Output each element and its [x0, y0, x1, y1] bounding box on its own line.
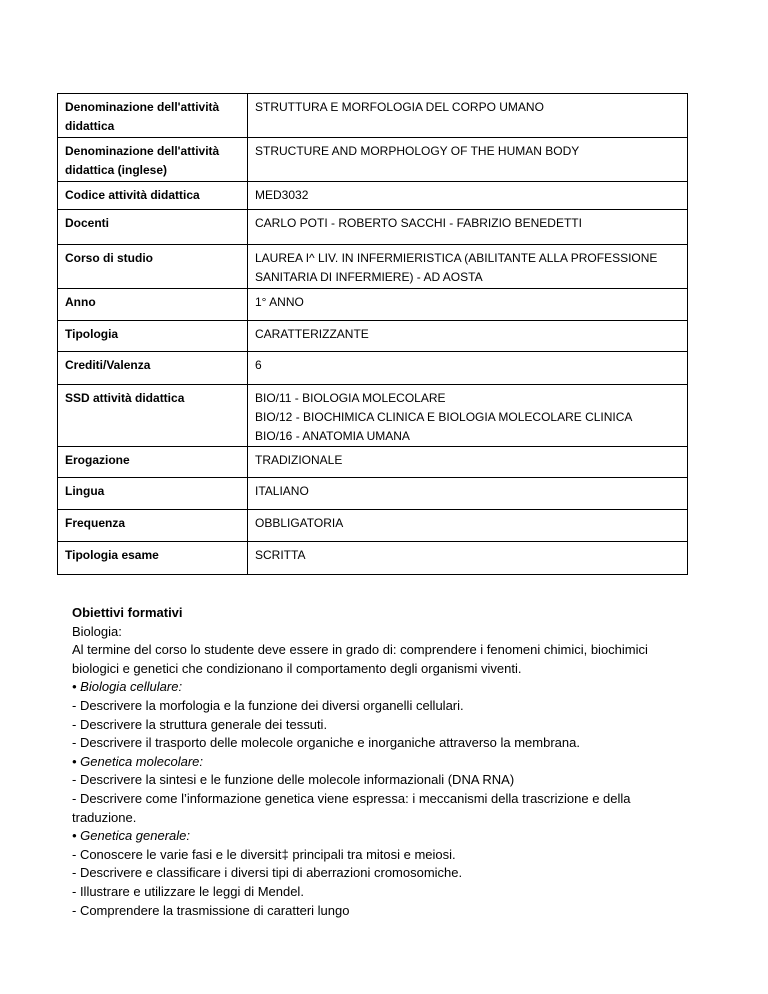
field-label: Tipologia [58, 321, 248, 352]
objectives-line: biologici e genetici che condizionano il comportamento degli organismi viventi. [72, 660, 522, 676]
objectives-line: - Descrivere il trasporto delle molecole organiche e inorganiche attraverso la membrana. [72, 735, 580, 751]
field-label: Lingua [58, 478, 248, 510]
field-value [248, 385, 688, 447]
field-value [248, 210, 688, 245]
field-label: Denominazione dell'attività didattica [58, 94, 248, 138]
field-label: Denominazione dell'attività didattica (inglese) [58, 138, 248, 182]
objectives-line: - Descrivere la sintesi e le funzione delle molecole informazionali (DNA RNA) [72, 772, 515, 788]
field-label: Crediti/Valenza [58, 352, 248, 385]
field-label: Frequenza [58, 510, 248, 542]
objectives-line: - Comprendere la trasmissione di caratteri lungo [72, 902, 350, 918]
table-row [58, 447, 688, 478]
table-row [58, 510, 688, 542]
field-label: Anno [58, 289, 248, 321]
objectives-line: - Descrivere e classificare i diversi tipi di aberrazioni cromosomiche. [72, 865, 463, 881]
field-value-line: BIO/11 - BIOLOGIA MOLECOLARE [255, 391, 446, 405]
field-value [248, 245, 688, 289]
field-label: SSD attività didattica [58, 385, 248, 447]
objectives-subheading: • Biologia cellulare: [72, 679, 183, 695]
table-row [58, 385, 688, 447]
field-value [248, 510, 688, 542]
objectives-line: - Descrivere la struttura generale dei tessuti. [72, 716, 328, 732]
objectives-line: Biologia: [72, 623, 122, 639]
table-row [58, 542, 688, 575]
objectives-subheading: • Genetica generale: [72, 828, 191, 844]
table-row [58, 289, 688, 321]
field-value [248, 447, 688, 478]
field-value-line: MED3032 [255, 188, 309, 202]
objectives-line: traduzione. [72, 809, 137, 825]
field-value [248, 478, 688, 510]
field-value-line: ITALIANO [255, 484, 309, 498]
objectives-line: - Descrivere come l’informazione genetica viene espressa: i meccanismi della trascrizione e della [72, 790, 631, 806]
field-value-line: CARATTERIZZANTE [255, 327, 369, 341]
field-value-line: STRUCTURE AND MORPHOLOGY OF THE HUMAN BODY [255, 144, 580, 158]
field-label: Tipologia esame [58, 542, 248, 575]
field-value [248, 321, 688, 352]
learning-objectives [72, 604, 712, 920]
field-value [248, 352, 688, 385]
table-row [58, 182, 688, 210]
field-value-line: LAUREA I^ LIV. IN INFERMIERISTICA (ABILITANTE ALLA PROFESSIONE [255, 251, 658, 265]
field-label: Corso di studio [58, 245, 248, 289]
field-value [248, 289, 688, 321]
field-value-line: BIO/12 - BIOCHIMICA CLINICA E BIOLOGIA MOLECOLARE CLINICA [255, 410, 633, 424]
field-value [248, 94, 688, 138]
field-value-line: SANITARIA DI INFERMIERE) - AD AOSTA [255, 270, 483, 284]
table-row [58, 245, 688, 289]
table-row [58, 352, 688, 385]
field-value-line: 6 [255, 358, 262, 372]
course-info-table [57, 93, 688, 575]
field-value-line: STRUTTURA E MORFOLOGIA DEL CORPO UMANO [255, 100, 544, 114]
field-value-line: TRADIZIONALE [255, 453, 343, 467]
objectives-subheading: • Genetica molecolare: [72, 753, 204, 769]
field-value-line: OBBLIGATORIA [255, 516, 344, 530]
objectives-heading: Obiettivi formativi [72, 605, 183, 620]
objectives-line: - Illustrare e utilizzare le leggi di Mendel. [72, 883, 304, 899]
table-row [58, 321, 688, 352]
table-row [58, 94, 688, 138]
field-value-line: SCRITTA [255, 548, 306, 562]
field-label: Codice attività didattica [58, 182, 248, 210]
table-row [58, 138, 688, 182]
field-label: Docenti [58, 210, 248, 245]
objectives-line: Al termine del corso lo studente deve essere in grado di: comprendere i fenomeni chimici, biochimici [72, 642, 648, 658]
field-value-line: BIO/16 - ANATOMIA UMANA [255, 429, 410, 443]
field-value-line: 1° ANNO [255, 295, 304, 309]
objectives-line: - Conoscere le varie fasi e le diversit‡ principali tra mitosi e meiosi. [72, 846, 456, 862]
field-value [248, 182, 688, 210]
field-value [248, 542, 688, 575]
objectives-line: - Descrivere la morfologia e la funzione dei diversi organelli cellulari. [72, 697, 464, 713]
field-value-line: CARLO POTI - ROBERTO SACCHI - FABRIZIO BENEDETTI [255, 216, 582, 230]
table-row [58, 478, 688, 510]
field-value [248, 138, 688, 182]
table-row [58, 210, 688, 245]
field-label: Erogazione [58, 447, 248, 478]
